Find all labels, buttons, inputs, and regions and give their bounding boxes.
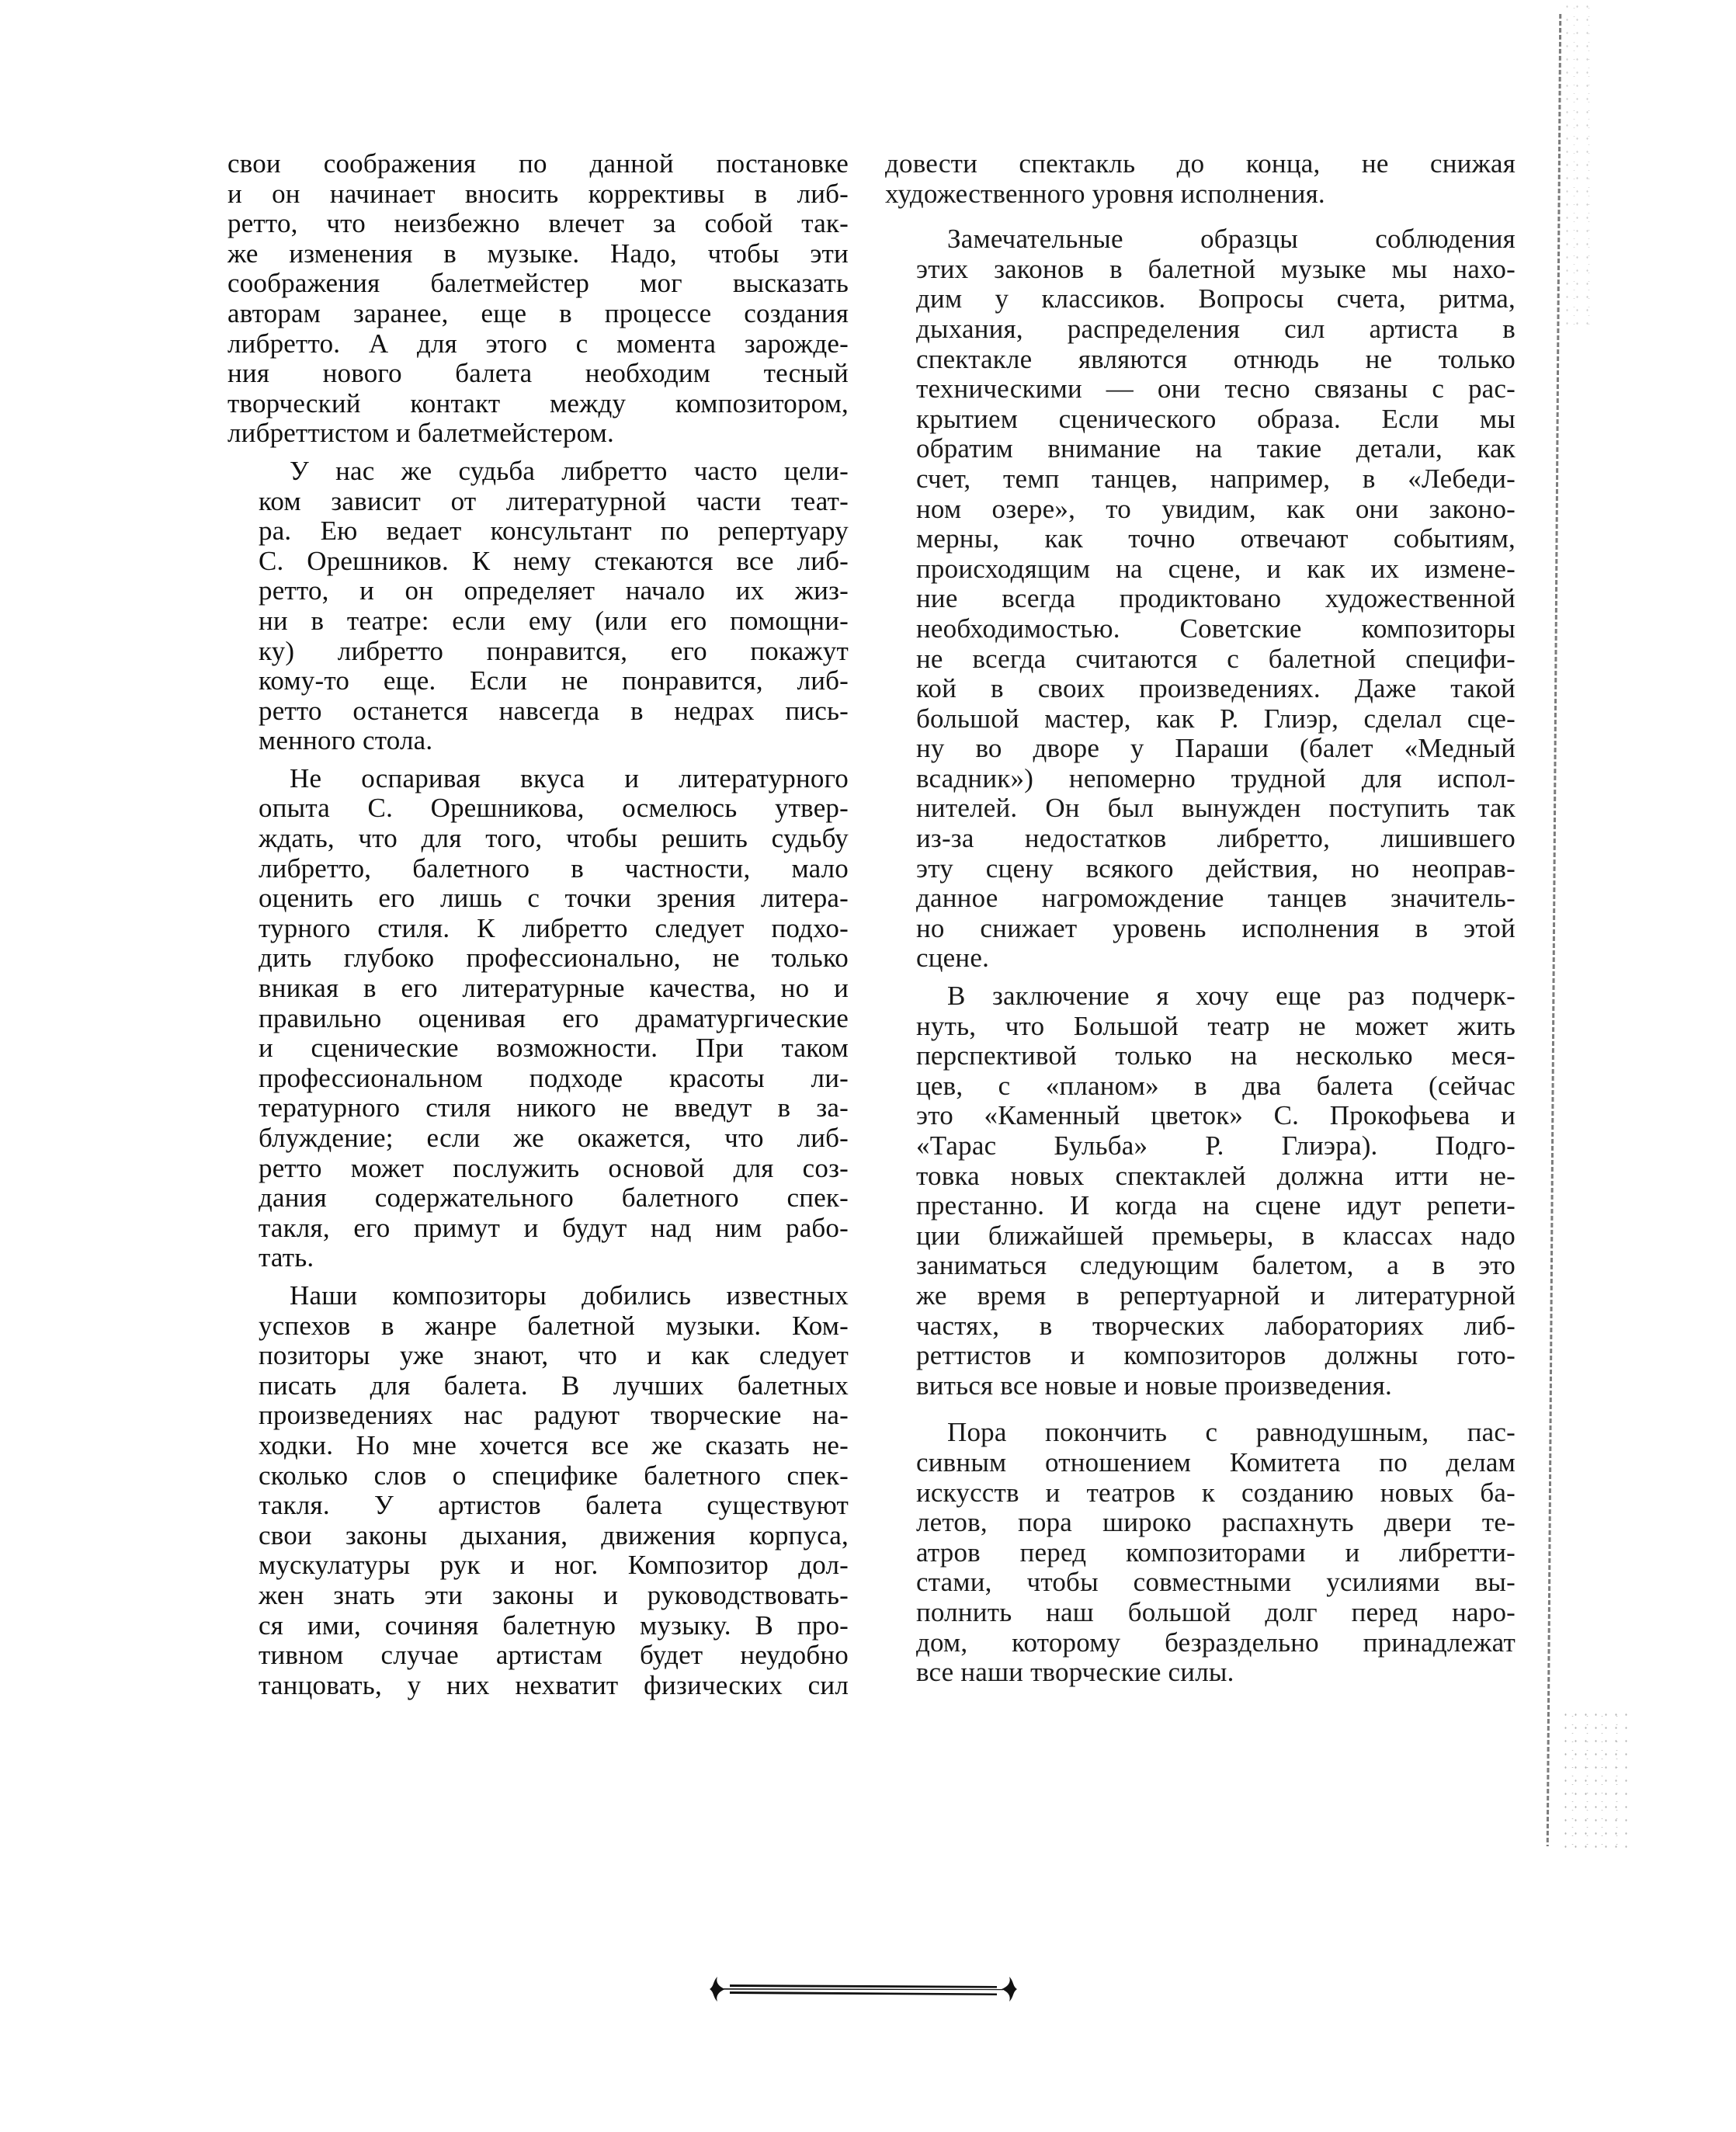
- end-of-article-rule-ornament-icon: [708, 1972, 1019, 2003]
- text-line: ние всегда продиктовано художественной: [916, 583, 1516, 614]
- text-line: дыхания, распределения сил артиста в: [916, 313, 1516, 344]
- text-line: профессиональном подходе красоты ли-: [259, 1062, 849, 1093]
- text-line: оценить его лишь с точки зрения литера-: [259, 883, 849, 914]
- paragraph: [885, 981, 1516, 1401]
- text-line: обратим внимание на такие детали, как: [916, 433, 1516, 464]
- text-line: кой в своих произведениях. Даже такой: [916, 673, 1516, 704]
- text-line: искусств и театров к созданию новых ба-: [916, 1477, 1516, 1508]
- text-line: вникая в его литературные качества, но и: [259, 973, 849, 1004]
- text-line: этих законов в балетной музыке мы нахо-: [916, 253, 1516, 284]
- text-line: ни в театре: если ему (или его помощни-: [259, 605, 849, 636]
- text-line: правильно оценивая его драматургические: [259, 1002, 849, 1033]
- text-line: либретто, балетного в частности, мало: [259, 852, 849, 884]
- text-line: техническими — они тесно связаны с рас-: [916, 373, 1516, 405]
- text-line: ном озере», то увидим, как они законо-: [916, 493, 1516, 524]
- text-line: тературного стиля никого не введут в за-: [259, 1092, 849, 1123]
- text-line: произведениях нас радуют творческие на-: [259, 1400, 849, 1431]
- paragraph: [227, 149, 849, 449]
- text-line: ку) либретто понравится, его покажут: [259, 635, 849, 666]
- text-line: все наши творческие силы.: [916, 1657, 1234, 1688]
- text-line: из-за недостатков либретто, лишившего: [916, 823, 1516, 854]
- text-line: мерны, как точно отвечают событиям,: [916, 523, 1516, 554]
- text-line: авторам заранее, еще в процессе создания: [227, 297, 849, 328]
- text-line: позиторы уже знают, что и как следует: [259, 1340, 849, 1371]
- text-line: ком зависит от литературной части теат-: [259, 485, 849, 516]
- text-line: либреттистом и балетмейстером.: [227, 418, 614, 449]
- text-line: не всегда считаются с балетной специфи-: [916, 643, 1516, 674]
- text-line: ния нового балета необходим тесный: [227, 358, 849, 389]
- paragraph: [227, 764, 849, 1273]
- text-line: перспективой только на несколько меся-: [916, 1040, 1516, 1071]
- text-line: реттистов и композиторов должны гото-: [916, 1340, 1516, 1371]
- text-line: тать.: [259, 1242, 314, 1273]
- text-line: нителей. Он был вынужден поступить так: [916, 793, 1516, 824]
- text-line: данное нагромождение танцев значитель-: [916, 883, 1516, 914]
- text-line: блуждение; если же окажется, что либ-: [259, 1123, 849, 1153]
- text-line: «Тарас Бульба» Р. Глиэра). Подго-: [916, 1130, 1516, 1161]
- text-column-left: [227, 149, 849, 1708]
- text-line: ции ближайшей премьеры, в классах надо: [916, 1220, 1516, 1251]
- text-line: ходки. Но мне хочется все же сказать не-: [259, 1429, 849, 1460]
- text-line: ретто, что неизбежно влечет за собой так-: [227, 208, 849, 239]
- text-line: свои законы дыхания, движения корпуса,: [259, 1519, 849, 1550]
- text-line: крытием сценического образа. Если мы: [916, 403, 1516, 434]
- text-line: дим у классиков. Вопросы счета, ритма,: [916, 283, 1516, 314]
- scan-page-edge: [1547, 14, 1561, 1846]
- text-line: большой мастер, как Р. Глиэр, сделал сце-: [916, 703, 1516, 734]
- text-line: и он начинает вносить коррективы в либ-: [227, 178, 849, 209]
- text-line: свои соображения по данной постановке: [227, 148, 849, 179]
- text-line: происходящим на сцене, и как их измене-: [916, 553, 1516, 584]
- text-line: соображения балетмейстер мог высказать: [227, 268, 849, 299]
- text-line: товка новых спектаклей должна итти не-: [916, 1160, 1516, 1191]
- text-line: тивном случае артистам будет неудобно: [259, 1640, 849, 1671]
- text-line: дом, которому безраздельно принадлежат: [916, 1627, 1516, 1658]
- text-line: сивным отношением Комитета по делам: [916, 1446, 1516, 1477]
- text-line: художественного уровня исполнения.: [885, 178, 1325, 209]
- text-line: писать для балета. В лучших балетных: [259, 1370, 849, 1401]
- text-line: престанно. И когда на сцене идут репети-: [916, 1190, 1516, 1221]
- text-line: ну во дворе у Параши (балет «Медный: [916, 733, 1516, 764]
- text-line: же изменения в музыке. Надо, чтобы эти: [227, 238, 849, 269]
- text-line: либретто. А для этого с момента зарожде-: [227, 328, 849, 359]
- paragraph: [885, 224, 1516, 974]
- text-line: турного стиля. К либретто следует подхо-: [259, 912, 849, 943]
- text-line: полнить наш большой долг перед наро-: [916, 1596, 1516, 1627]
- text-line: сцене.: [916, 943, 990, 974]
- paragraph: [885, 1418, 1516, 1687]
- text-line: творческий контакт между композитором,: [227, 387, 849, 418]
- text-line: опыта С. Орешникова, осмелюсь утвер-: [259, 793, 849, 824]
- text-line: стами, чтобы совместными усилиями вы-: [916, 1567, 1516, 1598]
- text-line: такля, его примут и будут над ним рабо-: [259, 1212, 849, 1243]
- text-line: ра. Ею ведает консультант по репертуару: [259, 516, 849, 547]
- text-line: кому-то еще. Если не понравится, либ-: [259, 665, 849, 696]
- paragraph: [885, 149, 1516, 209]
- text-line: летов, пора широко распахнуть двери те-: [916, 1507, 1516, 1538]
- text-line: С. Орешников. К нему стекаются все либ-: [259, 545, 849, 576]
- text-line: сколько слов о специфике балетного спек-: [259, 1460, 849, 1491]
- text-line: ретто, и он определяет начало их жиз-: [259, 575, 849, 606]
- text-line: Пора покончить с равнодушным, пас-: [947, 1417, 1516, 1448]
- text-line: У нас же судьба либретто часто цели-: [290, 455, 849, 486]
- scan-speckle: [1562, 0, 1593, 326]
- text-line: цев, с «планом» в два балета (сейчас: [916, 1070, 1516, 1101]
- text-line: Не оспаривая вкуса и литературного: [290, 762, 849, 793]
- text-line: ся ими, сочиняя балетную музыку. В про-: [259, 1609, 849, 1641]
- text-line: ждать, что для того, чтобы решить судьбу: [259, 823, 849, 854]
- text-line: довести спектакль до конца, не снижая: [885, 148, 1516, 179]
- text-line: спектакле являются отнюдь не только: [916, 343, 1516, 374]
- text-line: эту сцену всякого действия, но неоправ-: [916, 852, 1516, 884]
- text-line: такля. У артистов балета существуют: [259, 1490, 849, 1521]
- text-line: Наши композиторы добились известных: [290, 1280, 849, 1311]
- text-line: необходимостью. Советские композиторы: [916, 613, 1516, 644]
- text-column-right: [885, 149, 1516, 1696]
- paragraph: [227, 1281, 849, 1700]
- text-line: дить глубоко профессионально, не только: [259, 943, 849, 974]
- text-line: ретто останется навсегда в недрах пись-: [259, 695, 849, 726]
- text-line: Замечательные образцы соблюдения: [947, 224, 1516, 255]
- text-line: же время в репертуарной и литературной: [916, 1280, 1516, 1311]
- text-line: счет, темп танцев, например, в «Лебеди-: [916, 463, 1516, 494]
- paragraph: [227, 457, 849, 756]
- text-line: нуть, что Большой театр не может жить: [916, 1010, 1516, 1041]
- text-line: ретто может послужить основой для соз-: [259, 1152, 849, 1183]
- text-line: частях, в творческих лабораториях либ-: [916, 1310, 1516, 1341]
- text-line: дания содержательного балетного спек-: [259, 1182, 849, 1214]
- text-line: виться все новые и новые произведения.: [916, 1370, 1392, 1401]
- text-line: танцовать, у них нехватит физических сил: [259, 1669, 849, 1700]
- text-line: В заключение я хочу еще раз подчерк-: [947, 981, 1516, 1012]
- text-line: это «Каменный цветок» С. Прокофьева и: [916, 1100, 1516, 1131]
- text-line: всадник») непомерно трудной для испол-: [916, 762, 1516, 793]
- text-line: и сценические возможности. При таком: [259, 1033, 849, 1064]
- text-line: успехов в жанре балетной музыки. Ком-: [259, 1310, 849, 1341]
- text-line: жен знать эти законы и руководствовать-: [259, 1579, 849, 1610]
- text-line: атров перед композиторами и либретти-: [916, 1536, 1516, 1568]
- text-line: но снижает уровень исполнения в этой: [916, 912, 1516, 943]
- text-line: мускулатуры рук и ног. Композитор дол-: [259, 1550, 849, 1581]
- scan-speckle: [1561, 1708, 1630, 1848]
- text-line: заниматься следующим балетом, а в это: [916, 1250, 1516, 1281]
- text-line: менного стола.: [259, 725, 433, 756]
